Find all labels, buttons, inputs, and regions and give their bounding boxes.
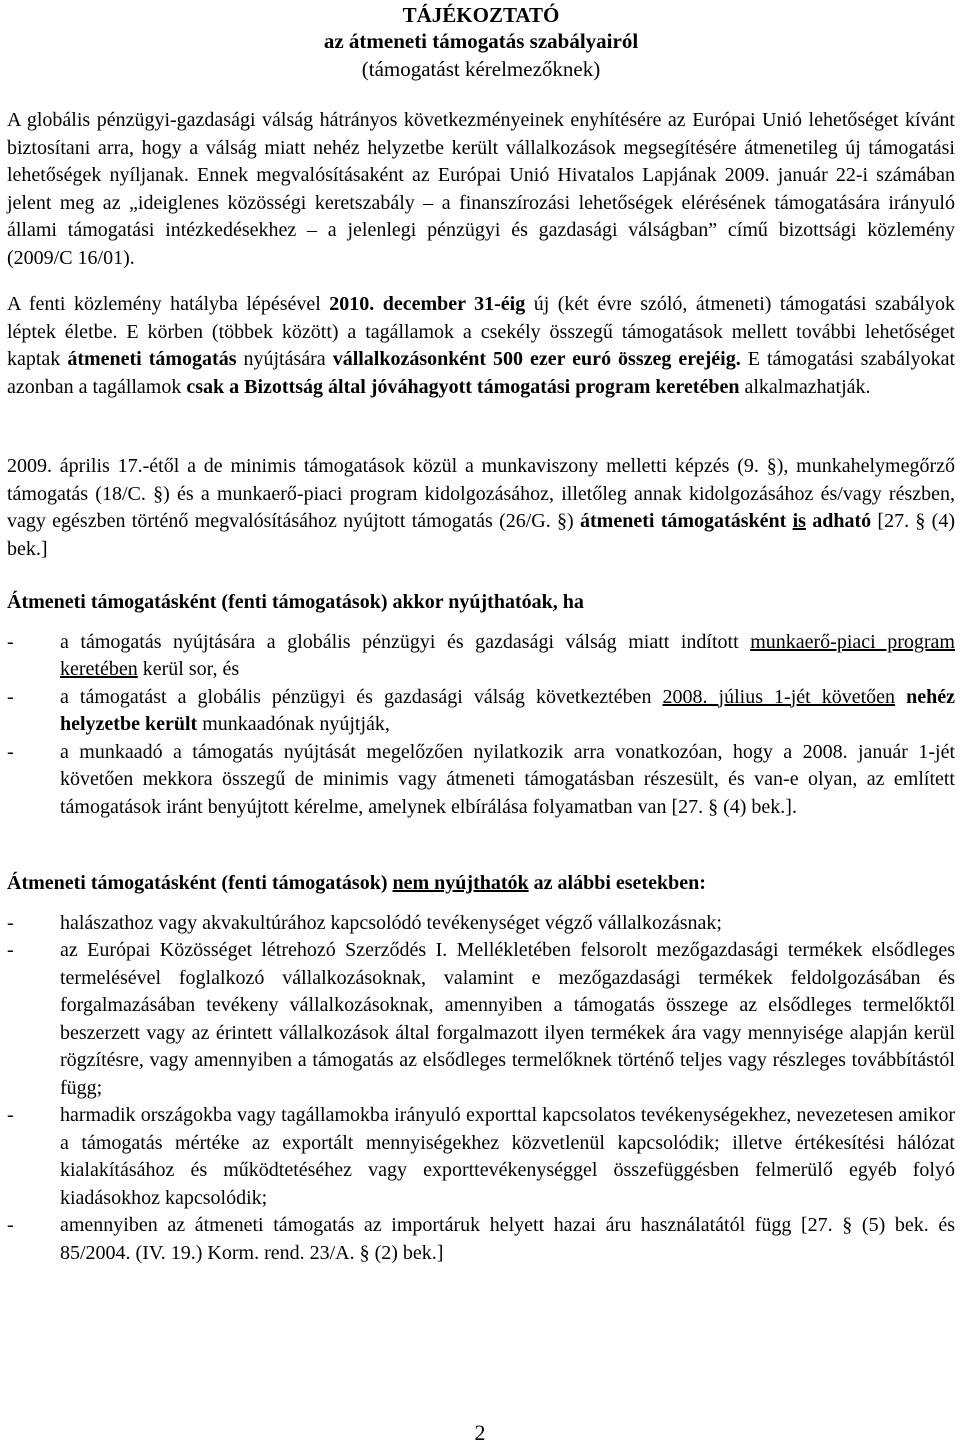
effect-text xyxy=(7,291,955,401)
april-b1: átmeneti támogatásként xyxy=(580,510,793,532)
list-item xyxy=(7,739,955,822)
section2-list xyxy=(7,910,955,1268)
effect-paragraph xyxy=(7,291,955,401)
s1-item1-t2: kerül sor, és xyxy=(137,658,240,680)
effect-t4: E támogatási szabályokat azonban a tagállamok xyxy=(7,348,956,398)
subtitle-text: az átmeneti támogatás szabályairól xyxy=(323,29,639,53)
list-item xyxy=(7,910,955,938)
s2-h2: az alábbi esetekben: xyxy=(528,872,706,894)
effect-t1: A fenti közlemény hatályba lépésével xyxy=(7,293,330,315)
effect-program: csak a Bizottság által jóváhagyott támogatási program keretében xyxy=(186,375,740,398)
effect-t2: új (két évre szóló, átmeneti) támogatási szabályok léptek életbe. E körben (többek között) a tagállamok a csekély összegű támogatások mellett további lehetőséget kaptak xyxy=(7,293,955,370)
s1-item2-t1: a támogatást a globális pénzügyi és gazdasági válság következtében xyxy=(60,685,663,708)
intro-text: A globális pénzügyi-gazdasági válság hátrányos következményeinek enyhítésére az Európai Unió lehetőséget kívánt biztosítani arra, hogy a válság miatt nehéz helyzetbe került vállalkozások megsegítésére átmenetileg új támogatási lehetőségek nyíljanak. Ennek megvalósításaként az Európai Unió Hivatalos Lapjának 2009. január 22-i számában jelent meg az „ideiglenes közösségi keretszabály – a finanszírozási lehetőségek elérésének támogatására irányuló állami támogatási intézkedésekhez – a jelenlegi pénzügyi és gazdasági válságban” című bizottsági közlemény (2009/C 16/01). xyxy=(7,109,955,269)
title-text: TÁJÉKOZTATÓ xyxy=(402,3,560,27)
april-t2: [27. § (4) bek.] xyxy=(7,510,955,560)
dash-marker: - xyxy=(7,1214,14,1236)
s1-item2-bold: nehéz helyzetbe került xyxy=(60,685,955,735)
april-is: is xyxy=(792,510,806,532)
dash-marker: - xyxy=(7,740,14,763)
dash-marker: - xyxy=(7,685,14,708)
document-title xyxy=(7,2,955,28)
document-audience: (támogatást kérelmezőknek) xyxy=(361,57,601,81)
list-item xyxy=(7,684,955,739)
s2-h-underlined: nem nyújthatók xyxy=(392,872,529,894)
dash-marker: - xyxy=(7,911,14,934)
effect-amount: vállalkozásonként 500 ezer euró összeg erejéig. xyxy=(332,348,741,370)
dash-marker: - xyxy=(7,939,14,961)
april-paragraph xyxy=(7,453,955,563)
section2-heading xyxy=(7,870,955,898)
s2-item4: amennyiben az átmeneti támogatás az importáruk helyett hazai áru használatától függ [27. § (5) bek. és 85/2004. (IV. 19.) Korm. rend. 23/A. § (2) bek.] xyxy=(60,1214,955,1264)
effect-aid-type: átmeneti támogatás xyxy=(67,348,237,370)
section1-list xyxy=(7,629,955,822)
section1 xyxy=(7,589,955,821)
list-item xyxy=(7,629,955,684)
april-t1: 2009. április 17.-étől a de minimis támogatások közül a munkaviszony melletti képzés (9. §), munkahelymegőrző támogatás (18/C. §) és a munkaerő-piaci program kidolgozásához, illetőleg annak kidolgozásához és/vagy részben, vagy egészben történő megvalósításához nyújtott támogatás (26/G. §) xyxy=(7,455,955,532)
s2-item3: harmadik országokba vagy tagállamokba irányuló exporttal kapcsolatos tevékenységekhez, nevezetesen amikor a támogatás mértéke az exportált mennyiségekhez közvetlenül kapcsolódik; illetve értékesítési hálózat kialakításához és működtetéséhez vagy exporttevékenységgel összefüggésben felmerülő egyéb folyó kiadásokhoz kapcsolódik; xyxy=(60,1104,955,1209)
section1-heading: Átmeneti támogatásként (fenti támogatások) akkor nyújthatóak, ha xyxy=(7,591,584,613)
dash-marker: - xyxy=(7,630,14,653)
list-item xyxy=(7,1102,955,1212)
document-subtitle xyxy=(7,28,955,54)
s2-item1: halászathoz vagy akvakultúrához kapcsolódó tevékenységet végző vállalkozásnak; xyxy=(60,911,722,934)
april-bold xyxy=(580,510,871,532)
s1-item1-program: munkaerő-piaci program keretében xyxy=(60,630,955,680)
list-item xyxy=(7,937,955,1102)
s2-item2: az Európai Közösséget létrehozó Szerződés I. Mellékletében felsorolt mezőgazdasági termékek elsődleges termelésével foglalkozó vállalkozásoknak, valamint e mezőgazdasági termékek feldolgozásában és forgalmazásában tevékeny vállalkozásoknak, amennyiben a támogatás összege az elsődleges termelőktől beszerzett vagy az érintett vállalkozások által forgalmazott ilyen termékek ára vagy mennyisége alapján kerül rögzítésre, vagy amennyiben a támogatás az elsődleges termelőknek történő teljes vagy részleges továbbítástól függ; xyxy=(60,939,955,1099)
s2-h1: Átmeneti támogatásként (fenti támogatások) xyxy=(7,872,393,894)
effect-deadline: 2010. december 31-éig xyxy=(329,293,526,315)
april-b2: adható xyxy=(805,510,872,532)
s1-item2-t2: munkaadónak nyújtják, xyxy=(197,713,390,735)
dash-marker: - xyxy=(7,1104,14,1126)
effect-t3: nyújtására xyxy=(236,348,333,370)
s1-item2-date: 2008. július 1-jét követően xyxy=(662,685,896,708)
april-text xyxy=(7,453,955,563)
effect-t5: alkalmazhatják. xyxy=(739,375,871,398)
s1-item3: a munkaadó a támogatás nyújtását megelőzően nyilatkozik arra vonatkozóan, hogy a 2008. január 1-jét követően mekkora összegű de minimis vagy átmeneti támogatásban részesült, és van-e olyan, az említett támogatások iránt benyújtott kérelme, amelynek elbírálása folyamatban van [27. § (4) bek.]. xyxy=(60,740,955,818)
s1-item1-t1: a támogatás nyújtására a globális pénzügyi és gazdasági válság miatt indított xyxy=(60,630,751,653)
intro-paragraph xyxy=(7,107,955,272)
page-number: 2 xyxy=(474,1420,486,1445)
list-item xyxy=(7,1212,955,1267)
section2 xyxy=(7,870,955,1267)
